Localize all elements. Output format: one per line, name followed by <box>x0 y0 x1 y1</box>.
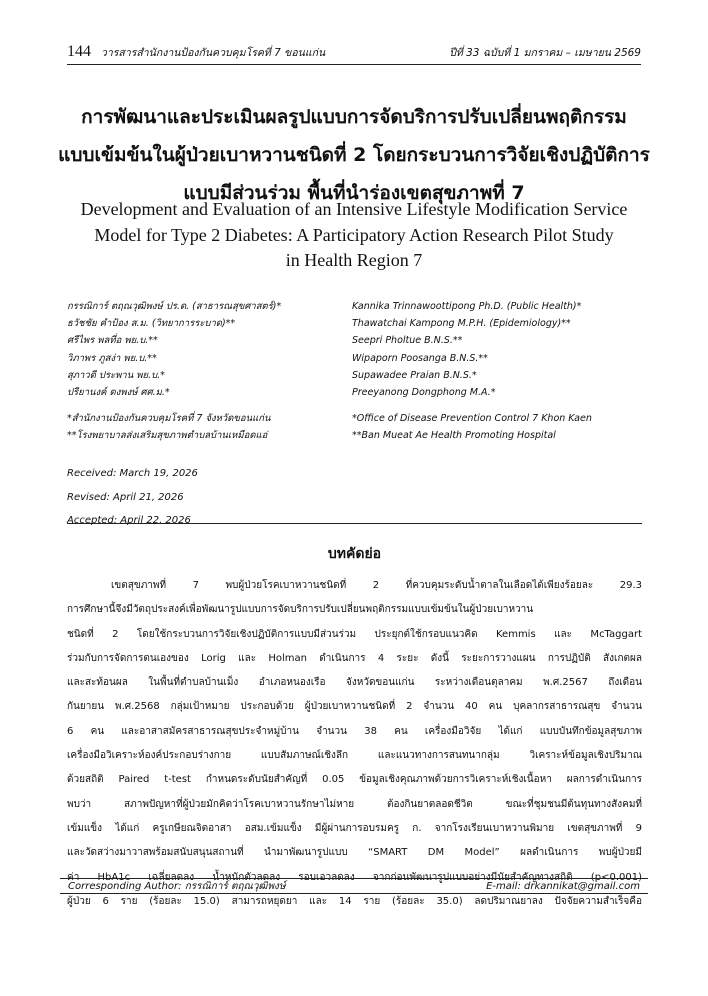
author-thai: กรรณิการ์ ตฤณวุฒิพงษ์ ปร.ด. (สาธารณสุขศาสตร์)* <box>67 301 282 313</box>
title-english <box>40 197 668 274</box>
author-thai: ศรีไพร พลที่อ พย.บ.** <box>67 335 158 347</box>
author-english: Preeyanong Dongphong M.A.* <box>352 387 496 399</box>
author-thai: ปรียานงค์ ดงพงษ์ ศศ.ม.* <box>67 387 170 399</box>
title-thai-line: แบบเข้มข้นในผู้ป่วยเบาหวานชนิดที่ 2 โดยกระบวนการวิจัยเชิงปฏิบัติการ <box>58 144 650 166</box>
journal-name: วารสารสำนักงานป้องกันควบคุมโรคที่ 7 ขอนแก่น <box>101 47 326 59</box>
abstract-line: ชนิดที่ 2 โดยใช้กระบวนการวิจัยเชิงปฏิบัติการแบบมีส่วนร่วม ประยุกต์ใช้กรอบแนวคิด Kemmis และ McTaggart <box>67 628 642 640</box>
author-thai: ธวัชชัย คำป้อง ส.ม. (วิทยาการระบาด)** <box>67 318 236 330</box>
section-divider <box>67 523 642 524</box>
abstract-line: และวัดสว่างมาวาสพร้อมสนับสนุนสถานที่ นำมาพัฒนารูปแบบ “SMART DM Model” ผลดำเนินการ พบผู้ป่วยมี <box>67 847 642 859</box>
author-row <box>67 315 647 332</box>
received-date: Received: March 19, 2026 <box>67 468 198 479</box>
title-thai <box>40 98 668 212</box>
affiliation-row <box>67 410 647 427</box>
page-header <box>67 42 641 65</box>
author-email: E-mail: drkannikat@gmail.com <box>486 880 640 892</box>
page-number: 144 <box>67 43 91 60</box>
title-english-line: in Health Region 7 <box>285 250 423 270</box>
author-english: Kannika Trinnawoottipong Ph.D. (Public Health)* <box>352 301 582 313</box>
abstract-line: ค่า HbA1c เฉลี่ยลดลง น้ำหนักตัวลดลง รอบเอวลดลง จากก่อนพัฒนารูปแบบอย่างมีนัยสำคัญทางสถิติ (p<0.001) <box>67 871 642 883</box>
author-english: Wipaporn Poosanga B.N.S.** <box>352 352 488 364</box>
title-english-line: Model for Type 2 Diabetes: A Participatory Action Research Pilot Study <box>94 224 614 245</box>
abstract-line: เครื่องมือวิเคราะห์องค์ประกอบร่างกาย แบบสัมภาษณ์เชิงลึก และแนวทางการสนทนากลุ่ม วิเคราะห์ข้อมูลเชิงปริมาณ <box>67 750 642 762</box>
revised-date: Revised: April 21, 2026 <box>67 491 184 503</box>
author-thai: สุภาวดี ประพาน พย.บ.* <box>67 369 165 381</box>
author-thai: วิภาพร ภูสง่า พย.บ.** <box>67 352 157 364</box>
author-row <box>67 367 647 384</box>
page-footer <box>60 878 648 894</box>
affiliation-english: **Ban Mueat Ae Health Promoting Hospital <box>352 430 556 442</box>
abstract-body <box>67 574 642 914</box>
author-english: Seepri Pholtue B.N.S.** <box>352 335 463 347</box>
abstract-line: เข้มแข็ง ได้แก่ ครูเกษียณจิตอาสา อสม.เข้มแข็ง มีผู้ผ่านการอบรมครู ก. จากโรงเรียนเบาหวานพิมาย เขตสุขภาพที่ 9 <box>67 822 642 834</box>
affiliation-row <box>67 427 647 444</box>
title-thai-line: แบบมีส่วนร่วม พื้นที่นำร่องเขตสุขภาพที่ 7 <box>183 182 525 204</box>
corresponding-author: Corresponding Author: กรรณิการ์ ตฤณวุฒิพงษ์ <box>68 880 286 892</box>
journal-issue: ปีที่ 33 ฉบับที่ 1 มกราคม – เมษายน 2569 <box>449 47 641 59</box>
abstract-line: ผู้ป่วย 6 ราย (ร้อยละ 15.0) สามารถหยุดยา และ 14 ราย (ร้อยละ 35.0) ลดปริมาณยาลง ปัจจัยความสำเร็จคือ <box>67 895 642 907</box>
affiliation-thai: *สำนักงานป้องกันควบคุมโรคที่ 7 จังหวัดขอนแก่น <box>67 413 271 425</box>
author-english: Thawatchai Kampong M.P.H. (Epidemiology)** <box>352 318 571 330</box>
affiliation-list <box>67 410 647 444</box>
author-english: Supawadee Praian B.N.S.* <box>352 369 477 381</box>
abstract-line: การศึกษานี้จึงมีวัตถุประสงค์เพื่อพัฒนารูปแบบการจัดบริการปรับเปลี่ยนพฤติกรรมแบบเข้มข้นในผู้ป่วยเบาหวาน <box>67 604 534 616</box>
author-row <box>67 350 647 367</box>
article-dates <box>67 466 198 537</box>
title-english-line: Development and Evaluation of an Intensive Lifestyle Modification Service <box>80 199 628 219</box>
author-row <box>67 384 647 401</box>
abstract-line: ร่วมกับการจัดการตนเองของ Lorig และ Holman ดำเนินการ 4 ระยะ ดังนี้ ระยะการวางแผน การปฏิบัติ สังเกตผล <box>67 652 642 664</box>
author-row <box>67 298 647 315</box>
abstract-line: ด้วยสถิติ Paired t-test กำหนดระดับนัยสำคัญที่ 0.05 ข้อมูลเชิงคุณภาพด้วยการวิเคราะห์เชิงเนื้อหา ผลการดำเนินการ <box>67 774 642 786</box>
abstract-line: เขตสุขภาพที่ 7 พบผู้ป่วยโรคเบาหวานชนิดที่ 2 ที่ควบคุมระดับน้ำตาลในเลือดได้เพียงร้อยละ 29.3 <box>111 580 642 591</box>
author-row <box>67 332 647 349</box>
accepted-date: Accepted: April 22, 2026 <box>67 515 191 526</box>
abstract-line: พบว่า สภาพปัญหาที่ผู้ป่วยมักคิดว่าโรคเบาหวานรักษาไม่หาย ต้องกินยาตลอดชีวิต ขณะที่ชุมชนมีต้นทุนทางสังคมที่ <box>67 798 642 810</box>
abstract-line: 6 คน และอาสาสมัครสาธารณสุขประจำหมู่บ้าน จำนวน 38 คน เครื่องมือวิจัย ได้แก่ แบบบันทึกข้อมูลสุขภาพ <box>67 725 642 737</box>
affiliation-thai: **โรงพยาบาลส่งเสริมสุขภาพตำบลบ้านเหมือดแอ่ <box>67 430 268 442</box>
author-list <box>67 298 647 445</box>
abstract-line: และสะท้อนผล ในพื้นที่ตำบลบ้านเม็ง อำเภอหนองเรือ จังหวัดขอนแก่น ระหว่างเดือนตุลาคม พ.ศ.2567 ถึงเดือน <box>67 677 642 689</box>
affiliation-english: *Office of Disease Prevention Control 7 Khon Kaen <box>352 413 592 425</box>
header-left <box>67 43 325 64</box>
title-thai-line: การพัฒนาและประเมินผลรูปแบบการจัดบริการปรับเปลี่ยนพฤติกรรม <box>81 106 627 128</box>
abstract-line: กันยายน พ.ศ.2568 กลุ่มเป้าหมาย ประกอบด้วย ผู้ป่วยเบาหวานชนิดที่ 2 จำนวน 40 คน บุคลากรสาธารณสุข จำนวน <box>67 701 642 713</box>
abstract-heading: บทคัดย่อ <box>327 546 382 562</box>
